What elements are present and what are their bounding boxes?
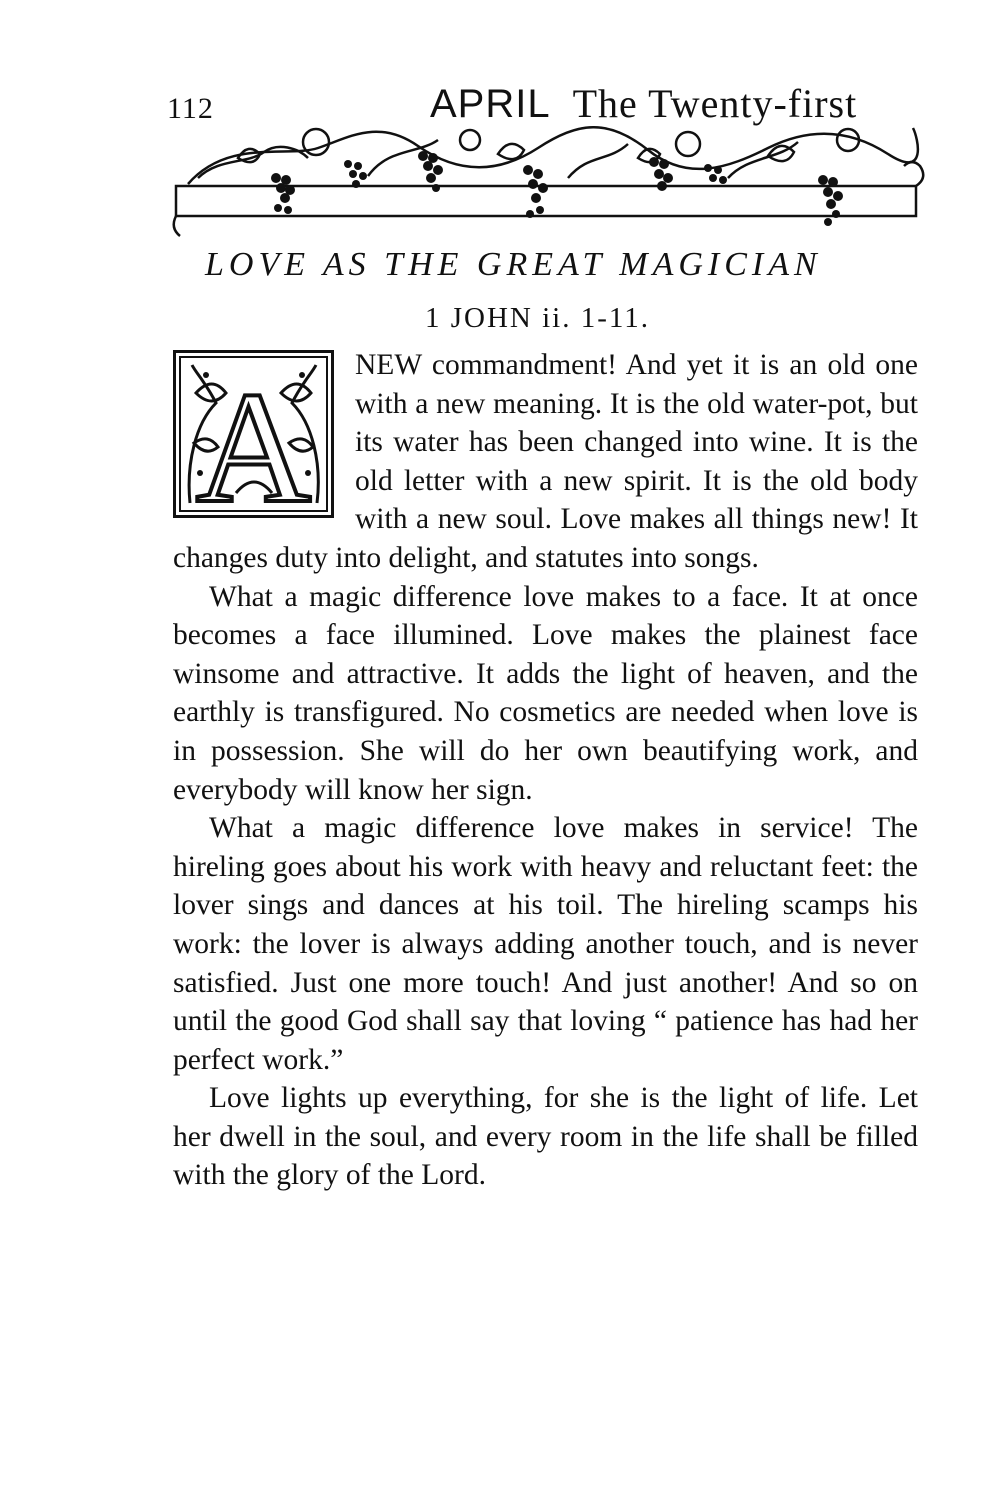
scripture-reference: 1 JOHN ii. 1-11. [425, 302, 651, 334]
paragraph-1: NEW commandment! And yet it is an old one with a new meaning. It is the old water-pot, but its water has been changed into wine. It is the old letter with a new spirit. It is the old body with a new soul. Love makes all things new! It changes duty into delight, and statutes into songs. [173, 349, 918, 574]
drop-cap-spacer [173, 346, 355, 538]
reading-body [173, 346, 918, 1195]
drop-cap-letter: A [195, 358, 312, 515]
grapevine-ornament [168, 118, 928, 238]
grapevine-icon [168, 118, 928, 238]
paragraph-3: What a magic difference love makes in service! The hireling goes about his work with heavy and reluctant feet: the lover sings and dances at his toil. The hireling scamps his work: the lover is always adding another touch, and is never satisfied. Just one more touch! And just another! And so on until the good God shall say that loving “ patience has had her perfect work.” [173, 812, 918, 1076]
month-label: APRIL [430, 82, 551, 126]
reading-title: LOVE AS THE GREAT MAGICIAN [205, 246, 822, 283]
paragraph-2: What a magic difference love makes to a face. It at once becomes a face illumined. Love makes the plainest face winsome and attractive. It adds the light of heaven, and the earthly is transfigured. No cosmetics are needed when love is in possession. She will do her own beautifying work, and everybody will know her sign. [173, 580, 918, 806]
paragraph-4: Love lights up everything, for she is the light of life. Let her dwell in the soul, and every room in the life shall be filled with the glory of the Lord. [173, 1082, 918, 1192]
date-label: The Twenty-first [572, 81, 858, 126]
page-number: 112 [167, 92, 214, 125]
